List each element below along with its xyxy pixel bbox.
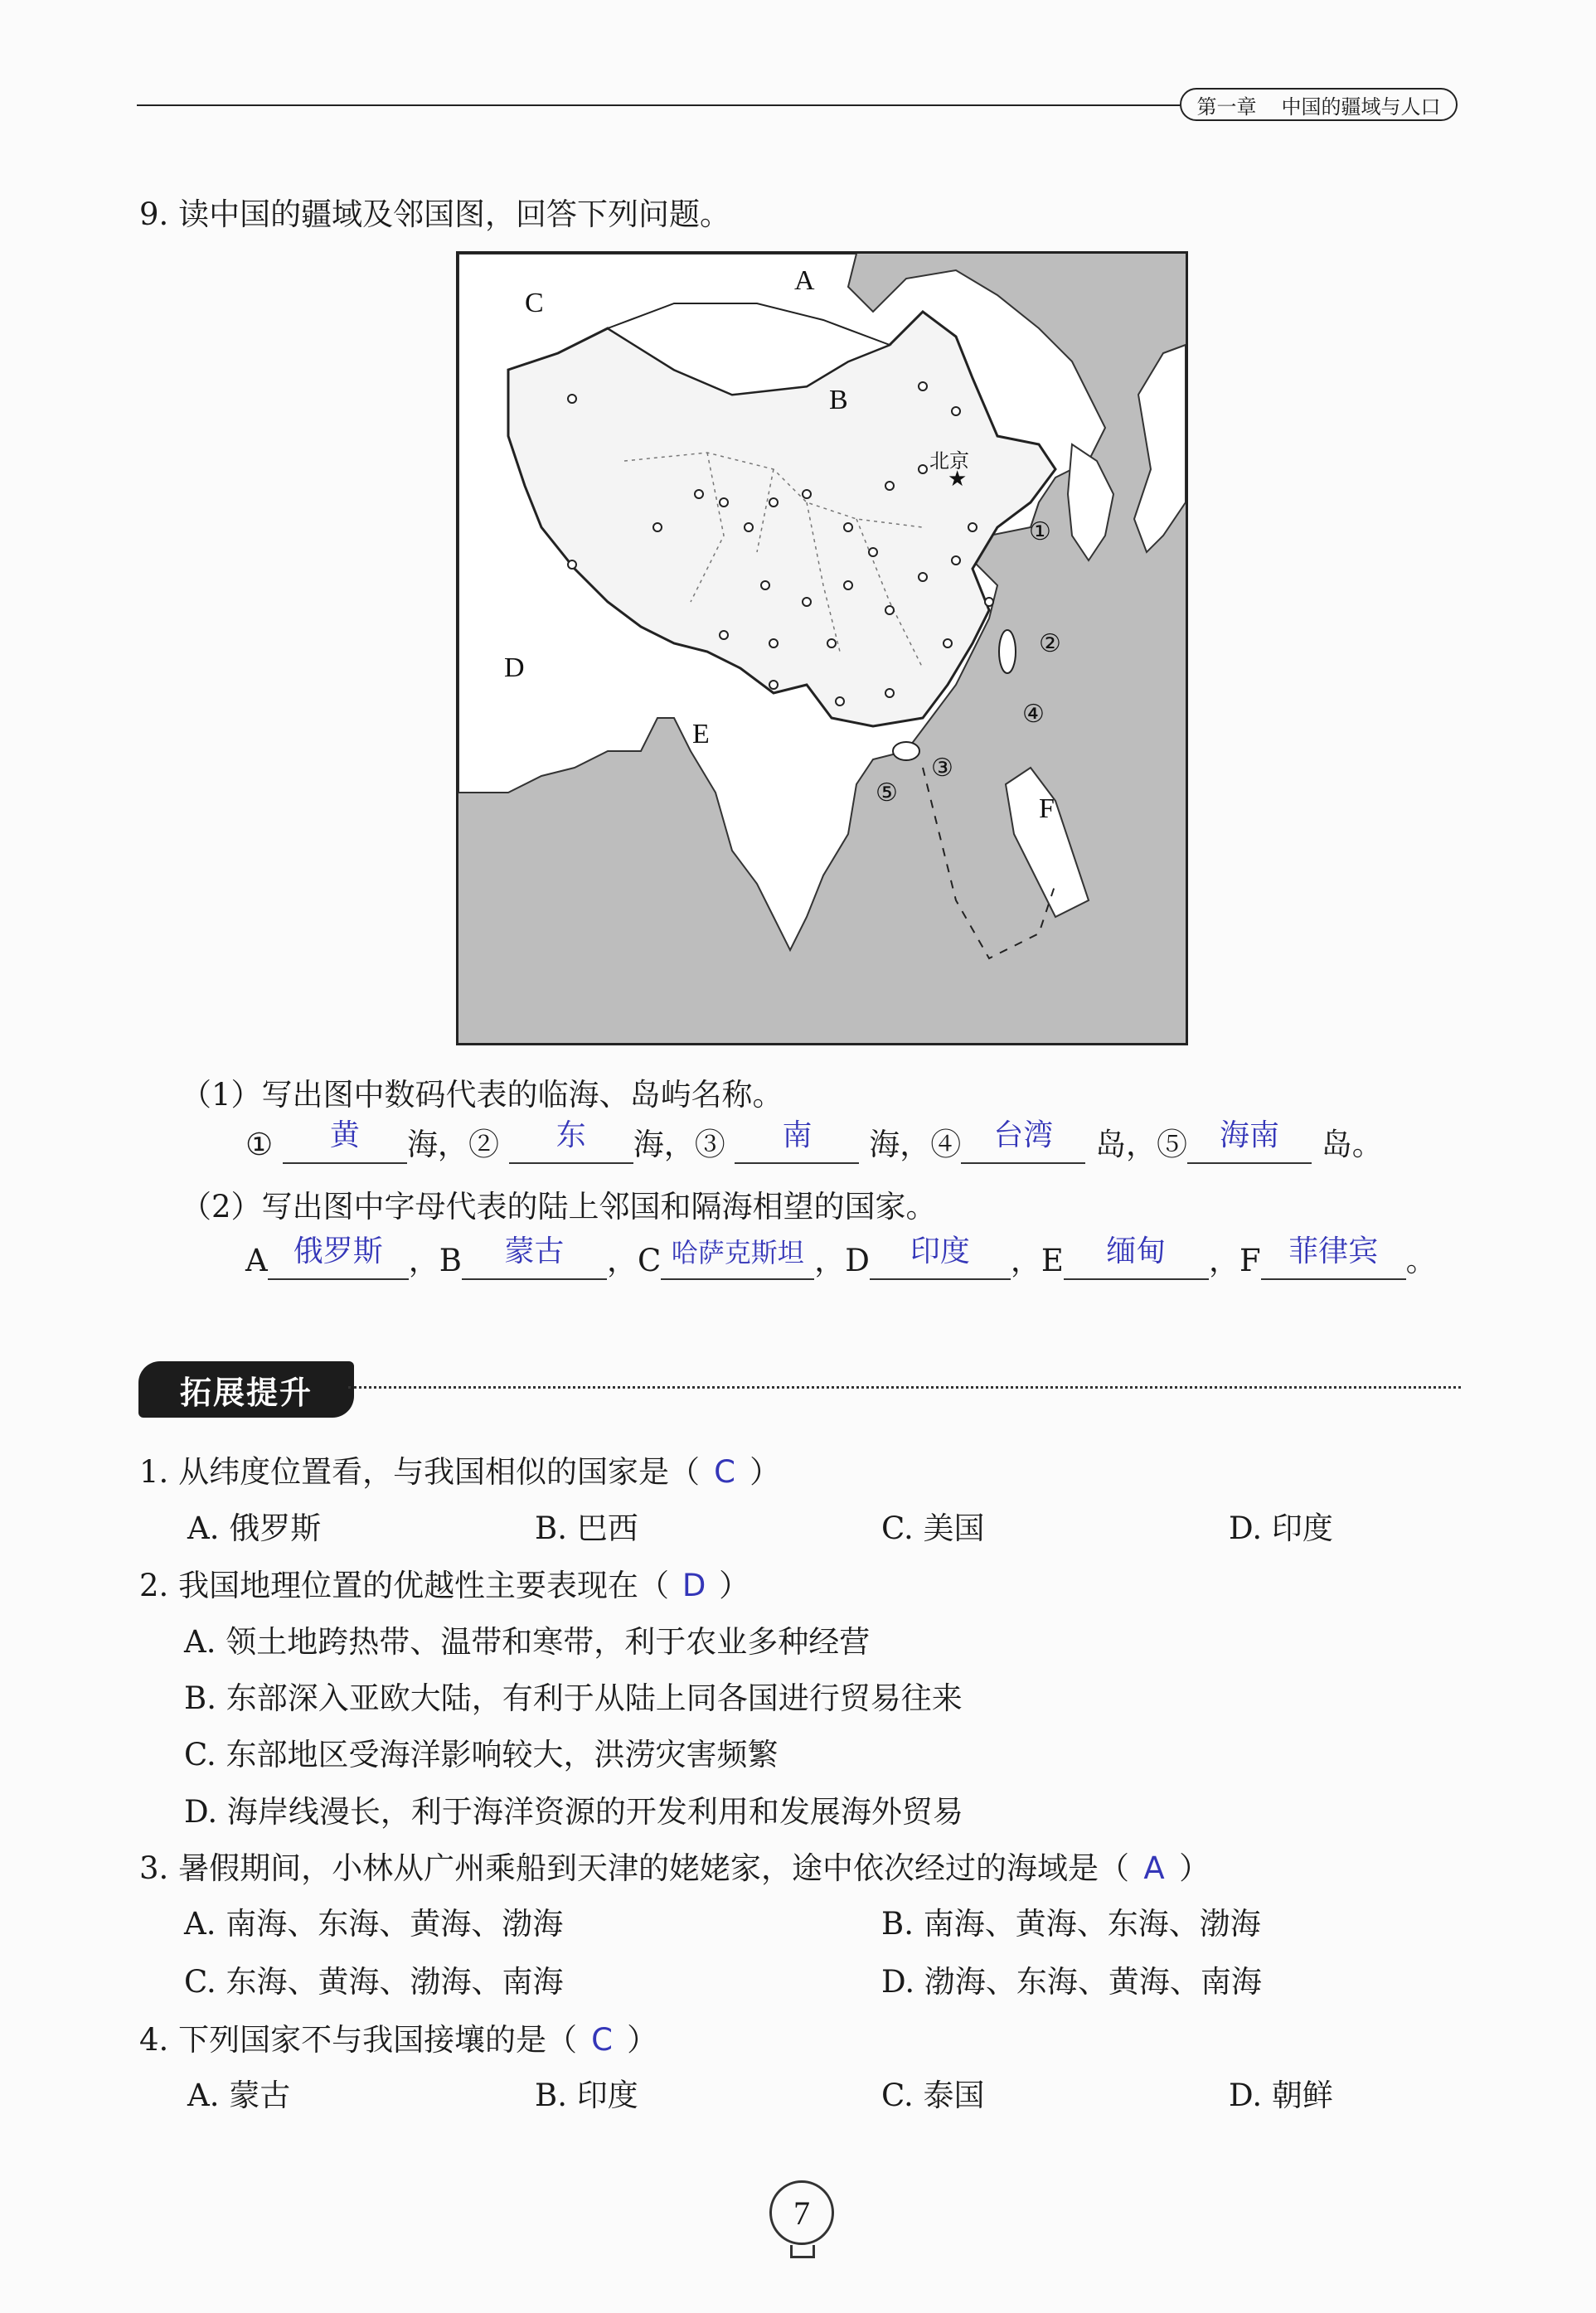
map-label-D: D [504, 652, 525, 683]
q3-option-b[interactable]: B. 南海、黄海、东海、渤海 [881, 1906, 1261, 1942]
q2-option-b[interactable]: B. 东部深入亚欧大陆，有利于从陆上同各国进行贸易往来 [184, 1680, 963, 1716]
q4-option-b[interactable]: B. 印度 [535, 2078, 638, 2113]
sub2-blank-C[interactable] [661, 1237, 814, 1280]
section-divider [348, 1386, 1461, 1389]
chapter-header [1180, 88, 1458, 121]
chapter-title: 中国的疆域与人口 [1281, 95, 1441, 119]
sub1-suffix-3: 海， [869, 1127, 931, 1162]
sub1-blank-2[interactable] [509, 1118, 633, 1164]
sub2-suffix-F: 。 [1405, 1243, 1437, 1278]
sub1-blank-4[interactable] [961, 1118, 1085, 1164]
sub1-answer-4: 台湾 [993, 1118, 1054, 1152]
q1-answer: C [714, 1454, 735, 1490]
sub2-blank-F[interactable] [1261, 1234, 1406, 1280]
q9-sub1-answers [245, 1119, 1383, 1164]
q4-stem-text: 4. 下列国家不与我国接壤的是（ [139, 2022, 578, 2058]
sub2-letter-B: B [439, 1243, 462, 1278]
map-marker-4: ④ [1022, 700, 1045, 729]
sub2-letter-C: C [637, 1243, 662, 1278]
sub1-answer-3: 南 [782, 1118, 813, 1152]
q1-option-b[interactable]: B. 巴西 [535, 1510, 638, 1546]
sub2-answer-E: 缅甸 [1106, 1234, 1167, 1268]
taiwan-island [999, 630, 1016, 673]
sub2-answer-B: 蒙古 [504, 1234, 565, 1268]
q1-option-d[interactable]: D. 印度 [1229, 1510, 1333, 1546]
q2-close: ） [719, 1568, 750, 1603]
q3-option-d[interactable]: D. 渤海、东海、黄海、南海 [881, 1964, 1262, 2000]
sub2-answer-C: 哈萨克斯坦 [671, 1237, 804, 1268]
q2-option-c[interactable]: C. 东部地区受海洋影响较大，洪涝灾害频繁 [184, 1737, 779, 1772]
header-rule [137, 104, 1180, 106]
sub2-suffix-C: ， [814, 1243, 846, 1278]
sub1-suffix-4: 岛， [1095, 1127, 1157, 1162]
sub1-blank-1[interactable] [283, 1118, 407, 1164]
sub2-answer-F: 菲律宾 [1288, 1234, 1379, 1268]
q3-option-c[interactable]: C. 东海、黄海、渤海、南海 [184, 1964, 564, 2000]
question-3-stem [139, 1843, 1210, 1888]
capital-star: ★ [948, 467, 968, 492]
q4-option-d[interactable]: D. 朝鲜 [1229, 2078, 1333, 2113]
sub1-suffix-5: 岛。 [1321, 1127, 1383, 1162]
q3-close: ） [1179, 1850, 1210, 1886]
sub1-num-5: ⑤ [1157, 1127, 1187, 1162]
sub1-answer-5: 海南 [1219, 1118, 1279, 1152]
sub2-letter-D: D [845, 1243, 870, 1278]
q2-answer: D [682, 1568, 706, 1603]
page-number: 7 [769, 2180, 834, 2245]
sub2-suffix-A: ， [408, 1243, 439, 1278]
sub1-num-3: ③ [694, 1127, 725, 1162]
sub1-num-1: ① [245, 1127, 274, 1162]
q2-stem-text: 2. 我国地理位置的优越性主要表现在（ [139, 1568, 670, 1603]
sub2-blank-B[interactable] [462, 1234, 607, 1280]
question-1-stem [139, 1447, 780, 1491]
map-svg [458, 254, 1186, 1043]
sub1-answer-1: 黄 [329, 1118, 360, 1152]
q3-option-a[interactable]: A. 南海、东海、黄海、渤海 [184, 1906, 564, 1942]
question-2-stem [139, 1560, 749, 1605]
map-label-F: F [1039, 793, 1055, 824]
sub1-num-2: ② [468, 1127, 499, 1162]
sub1-num-4: ④ [930, 1127, 962, 1162]
q2-option-a[interactable]: A. 领土地跨热带、温带和寒带，利于农业多种经营 [184, 1624, 871, 1660]
sub1-answer-2: 东 [555, 1118, 586, 1152]
map-label-B: B [829, 385, 848, 415]
capital-label: 北京 [929, 449, 969, 473]
sub1-blank-3[interactable] [735, 1118, 859, 1164]
map-label-A: A [794, 265, 815, 296]
q1-close: ） [749, 1454, 781, 1490]
q1-option-a[interactable]: A. 俄罗斯 [187, 1510, 322, 1546]
q9-sub2-prompt: （2）写出图中字母代表的陆上邻国和隔海相望的国家。 [181, 1189, 937, 1224]
q4-option-a[interactable]: A. 蒙古 [187, 2078, 291, 2113]
map-label-C: C [525, 288, 544, 318]
q1-option-c[interactable]: C. 美国 [881, 1510, 985, 1546]
sub1-suffix-2: 海， [633, 1127, 695, 1162]
sub2-blank-E[interactable] [1064, 1234, 1209, 1280]
sub1-blank-5[interactable] [1187, 1118, 1312, 1164]
q4-answer: C [591, 2022, 613, 2058]
sub2-letter-E: E [1041, 1243, 1064, 1278]
chapter-number: 第一章 [1196, 95, 1257, 119]
hainan-island [893, 742, 919, 760]
q9-sub1-prompt: （1）写出图中数码代表的临海、岛屿名称。 [181, 1077, 783, 1113]
q3-answer: A [1143, 1850, 1165, 1886]
q4-option-c[interactable]: C. 泰国 [881, 2078, 985, 2113]
page-number-stand [790, 2245, 815, 2258]
q9-sub2-answers [245, 1235, 1437, 1280]
map-label-E: E [692, 719, 710, 749]
sub2-suffix-B: ， [606, 1243, 638, 1278]
section-title: 拓展提升 [138, 1361, 354, 1418]
sub1-suffix-1: 海， [406, 1127, 468, 1162]
china-neighbors-map [456, 251, 1188, 1045]
sub2-answer-D: 印度 [910, 1234, 970, 1268]
sub2-suffix-D: ， [1010, 1243, 1041, 1278]
map-marker-5: ⑤ [876, 778, 898, 807]
sub2-blank-D[interactable] [870, 1234, 1011, 1280]
map-marker-2: ② [1039, 629, 1061, 658]
sub2-answer-A: 俄罗斯 [293, 1234, 383, 1268]
map-marker-3: ③ [931, 754, 953, 783]
question-4-stem [139, 2015, 657, 2059]
sub2-suffix-E: ， [1208, 1243, 1239, 1278]
q9-stem: 9. 读中国的疆域及邻国图，回答下列问题。 [139, 196, 731, 232]
map-marker-1: ① [1029, 517, 1051, 546]
sub2-letter-A: A [245, 1243, 268, 1278]
q3-stem-text: 3. 暑假期间，小林从广州乘船到天津的姥姥家，途中依次经过的海域是（ [139, 1850, 1130, 1886]
sub2-letter-F: F [1239, 1243, 1261, 1278]
q4-close: ） [627, 2022, 658, 2058]
sub2-blank-A[interactable] [268, 1234, 409, 1280]
q1-stem-text: 1. 从纬度位置看，与我国相似的国家是（ [139, 1454, 701, 1490]
q2-option-d[interactable]: D. 海岸线漫长，利于海洋资源的开发利用和发展海外贸易 [184, 1794, 963, 1830]
